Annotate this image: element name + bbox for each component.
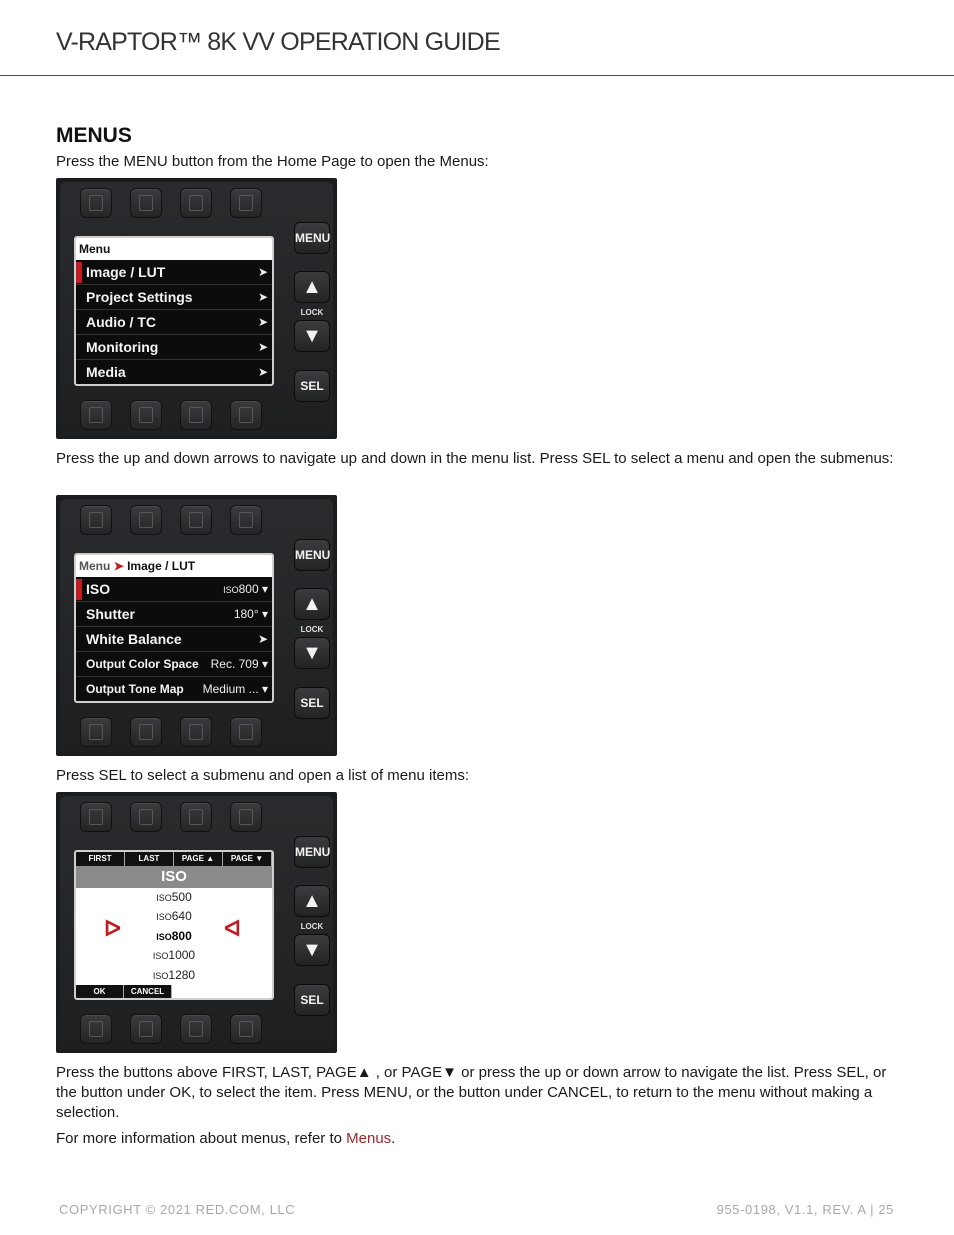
bottom-softkey-1[interactable]: [80, 1014, 112, 1044]
chevron-right-icon: ➤: [257, 365, 268, 379]
top-softkey-1[interactable]: [80, 188, 112, 218]
submenu-screen: [74, 553, 274, 703]
iso-value: 800 ▾: [238, 582, 268, 596]
header-divider: [0, 75, 954, 76]
bottom-softkey-4[interactable]: [230, 717, 262, 747]
list-item[interactable]: ISO640: [156, 909, 192, 923]
submenu-item-output-tone-map[interactable]: Output Tone Map Medium ... ▾: [76, 677, 272, 702]
menu-button[interactable]: MENU: [294, 222, 330, 254]
paragraph-open-menus: Press the MENU button from the Home Page to open the Menus:: [56, 153, 489, 170]
panel-bezel: [60, 182, 333, 435]
up-arrow-button[interactable]: ▲: [294, 885, 330, 917]
iso-prefix: ISO: [223, 585, 239, 595]
chevron-right-icon: ➤: [257, 290, 268, 304]
list-item[interactable]: ISO1000: [152, 948, 196, 962]
chevron-right-icon: ➤: [257, 315, 268, 329]
device-panel-picker: [56, 792, 337, 1053]
picker-list: [76, 888, 272, 1000]
panel-bezel: [60, 499, 333, 752]
sel-button[interactable]: SEL: [294, 984, 330, 1016]
selection-pointer-left-icon: ᐅ: [104, 916, 121, 941]
chevron-right-icon: ➤: [257, 265, 268, 279]
ok-softkey-label[interactable]: OK: [76, 985, 124, 998]
cancel-softkey-label[interactable]: CANCEL: [124, 985, 172, 998]
picker-footer: [76, 985, 272, 998]
tab-first[interactable]: FIRST: [76, 852, 125, 866]
device-panel-menu: [56, 178, 337, 439]
tab-page-down[interactable]: PAGE ▼: [223, 852, 272, 866]
bottom-softkey-3[interactable]: [180, 400, 212, 430]
top-softkey-2[interactable]: [130, 505, 162, 535]
shutter-value: 180° ▾: [233, 607, 268, 621]
sel-button[interactable]: SEL: [294, 687, 330, 719]
footer-copyright: COPYRIGHT © 2021 RED.COM, LLC: [59, 1202, 296, 1217]
menu-button[interactable]: MENU: [294, 539, 330, 571]
submenu-item-output-color-space[interactable]: Output Color Space Rec. 709 ▾: [76, 652, 272, 677]
list-item[interactable]: ISO1280: [152, 968, 196, 982]
bottom-softkey-2[interactable]: [130, 400, 162, 430]
footer-doc-ref: 955-0198, V1.1, REV. A | 25: [716, 1202, 894, 1217]
down-arrow-button[interactable]: ▼: [294, 320, 330, 352]
section-title: MENUS: [56, 124, 132, 147]
top-softkey-3[interactable]: [180, 188, 212, 218]
selection-marker: [76, 579, 82, 600]
breadcrumb-current: Image / LUT: [127, 559, 196, 573]
output-color-space-value: Rec. 709 ▾: [210, 657, 268, 671]
breadcrumb-menu[interactable]: Menu: [79, 559, 111, 573]
bottom-softkey-3[interactable]: [180, 717, 212, 747]
bottom-softkey-3[interactable]: [180, 1014, 212, 1044]
tab-page-up[interactable]: PAGE ▲: [174, 852, 223, 866]
bottom-softkey-4[interactable]: [230, 400, 262, 430]
submenu-item-iso[interactable]: ISO ISO800 ▾: [76, 577, 272, 602]
device-panel-submenu: [56, 495, 337, 756]
submenu-item-shutter[interactable]: Shutter 180° ▾: [76, 602, 272, 627]
top-softkey-2[interactable]: [130, 802, 162, 832]
menu-item-media[interactable]: Media ➤: [76, 360, 272, 385]
menu-screen-header: Menu: [76, 238, 272, 260]
top-softkey-4[interactable]: [230, 505, 262, 535]
menu-screen: [74, 236, 274, 386]
lock-label: LOCK: [300, 922, 324, 931]
paragraph-open-list: Press SEL to select a submenu and open a list of menu items:: [56, 767, 469, 784]
sel-button[interactable]: SEL: [294, 370, 330, 402]
lock-label: LOCK: [300, 308, 324, 317]
list-item[interactable]: ISO500: [156, 890, 192, 904]
panel-bezel: [60, 796, 333, 1049]
top-softkey-1[interactable]: [80, 505, 112, 535]
paragraph-navigate-submenus: Press the up and down arrows to navigate up and down in the menu list. Press SEL to select a menu and open the submenus:: [56, 450, 894, 467]
chevron-right-icon: ➤: [257, 340, 268, 354]
top-softkey-4[interactable]: [230, 802, 262, 832]
bottom-softkey-2[interactable]: [130, 717, 162, 747]
selection-pointer-right-icon: ᐊ: [224, 916, 241, 941]
down-arrow-button[interactable]: ▼: [294, 934, 330, 966]
breadcrumb-separator-icon: ➤: [113, 559, 124, 573]
top-softkey-3[interactable]: [180, 802, 212, 832]
paragraph-list-navigation: Press the buttons above FIRST, LAST, PAGE▲ , or PAGE▼ or press the up or down arrow to navigate the list. Press SEL, or the button under OK, to select the item. Press MENU, or the button under CANCEL, to return to the menu without making a selection.: [56, 1064, 887, 1121]
menus-link[interactable]: Menus: [346, 1130, 392, 1147]
picker-nav-tabs: [76, 852, 272, 866]
bottom-softkey-2[interactable]: [130, 1014, 162, 1044]
submenu-item-white-balance[interactable]: White Balance ➤: [76, 627, 272, 652]
page-header-title: V-RAPTOR™ 8K VV OPERATION GUIDE: [56, 28, 500, 56]
bottom-softkey-1[interactable]: [80, 717, 112, 747]
up-arrow-button[interactable]: ▲: [294, 271, 330, 303]
top-softkey-3[interactable]: [180, 505, 212, 535]
top-softkey-2[interactable]: [130, 188, 162, 218]
picker-title: ISO: [76, 866, 272, 888]
tab-last[interactable]: LAST: [125, 852, 174, 866]
output-tone-map-value: Medium ... ▾: [202, 682, 268, 696]
up-arrow-button[interactable]: ▲: [294, 588, 330, 620]
chevron-right-icon: ➤: [257, 632, 268, 646]
menu-item-audio-tc[interactable]: Audio / TC ➤: [76, 310, 272, 335]
bottom-softkey-4[interactable]: [230, 1014, 262, 1044]
selection-marker: [76, 262, 82, 283]
paragraph-more-info: For more information about menus, refer to Menus.: [56, 1130, 396, 1147]
menu-item-image-lut[interactable]: Image / LUT ➤: [76, 260, 272, 285]
menu-item-project-settings[interactable]: Project Settings ➤: [76, 285, 272, 310]
lock-label: LOCK: [300, 625, 324, 634]
down-arrow-button[interactable]: ▼: [294, 637, 330, 669]
menu-item-monitoring[interactable]: Monitoring ➤: [76, 335, 272, 360]
list-item-selected[interactable]: ISO800: [156, 929, 192, 943]
bottom-softkey-1[interactable]: [80, 400, 112, 430]
top-softkey-1[interactable]: [80, 802, 112, 832]
menu-button[interactable]: MENU: [294, 836, 330, 868]
submenu-breadcrumb: [76, 555, 272, 577]
top-softkey-4[interactable]: [230, 188, 262, 218]
iso-picker-screen: [74, 850, 274, 1000]
